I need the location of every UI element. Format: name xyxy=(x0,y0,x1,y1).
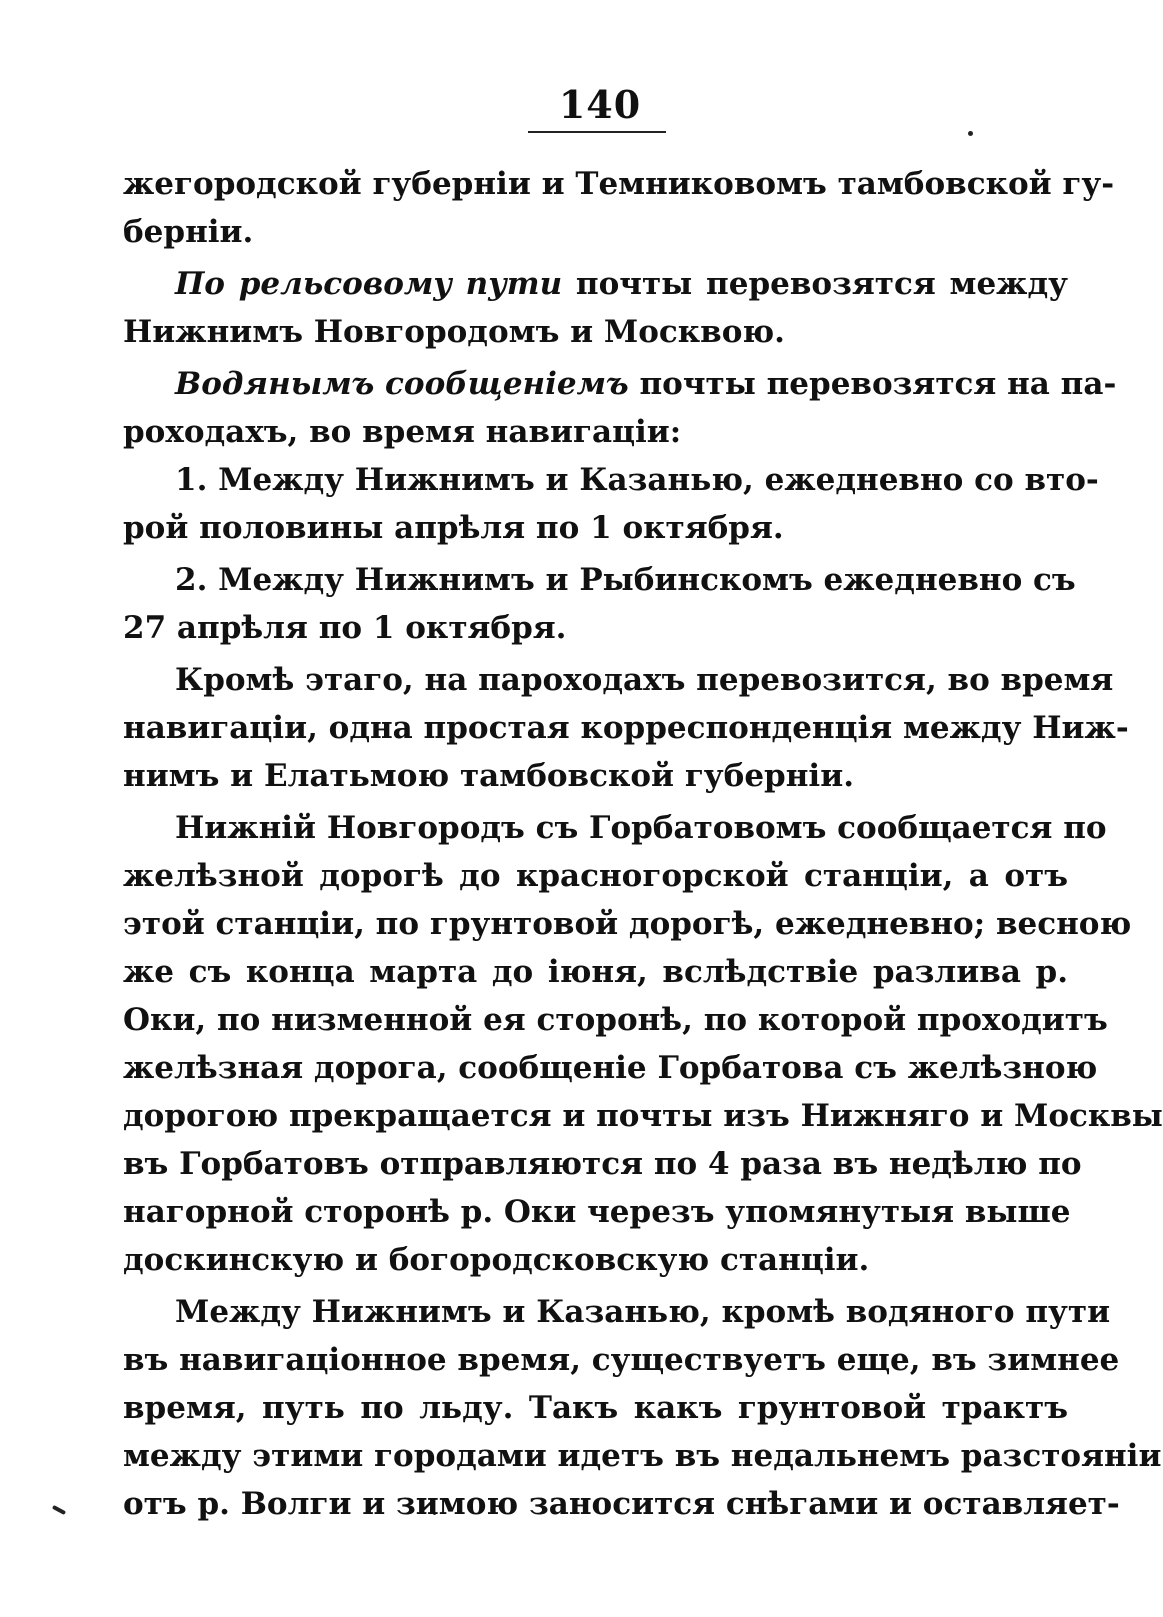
text-line: въ навигаціонное время, существуетъ еще, въ зимнее xyxy=(123,1342,1120,1378)
text-line: жегородской губерніи и Темниковомъ тамбовской гу- xyxy=(123,166,1115,202)
text-line: дорогою прекращается и почты изъ Нижняго и Москвы xyxy=(123,1098,1163,1134)
text-line: 27 апрѣля по 1 октября. xyxy=(123,610,567,646)
italic-phrase-water: Водянымъ сообщеніемъ xyxy=(175,366,629,402)
text-line: между этими городами идетъ въ недальнемъ разстояніи xyxy=(123,1438,1162,1474)
text-line: желѣзная дорога, сообщеніе Горбатова съ желѣзною xyxy=(123,1050,1098,1086)
italic-phrase-rail: По рельсовому пути xyxy=(175,266,563,302)
page-number: 140 xyxy=(558,82,642,127)
rail-text: почты перевозятся между xyxy=(575,266,1068,302)
text-line: время, путь по льду. Такъ какъ грунтовой трактъ xyxy=(123,1390,1068,1426)
text-line: же съ конца марта до іюня, вслѣдствіе разлива р. xyxy=(123,954,1068,990)
text-line: навигаціи, одна простая корреспонденція между Ниж- xyxy=(123,710,1129,746)
water-text: почты перевозятся на па- xyxy=(639,366,1117,402)
text-line: Нижнимъ Новгородомъ и Москвою. xyxy=(123,314,785,350)
body-text xyxy=(123,160,1163,1528)
list-item-2: 2. Между Нижнимъ и Рыбинскомъ ежедневно съ xyxy=(175,562,1076,598)
text-line: нимъ и Елатьмою тамбовской губерніи. xyxy=(123,758,854,794)
text-line: отъ р. Волги и зимою заносится снѣгами и оставляет- xyxy=(123,1486,1120,1522)
page-number-rule xyxy=(528,131,666,133)
text-line: Между Нижнимъ и Казанью, кромѣ водяного пути xyxy=(175,1294,1111,1330)
text-line: Кромѣ этаго, на пароходахъ перевозится, во время xyxy=(175,662,1114,698)
text-line-water-intro xyxy=(123,360,1117,408)
text-line: желѣзной дорогѣ до красногорской станціи, а отъ xyxy=(123,858,1068,894)
text-line-rail-intro xyxy=(123,260,1068,308)
text-line: Нижній Новгородъ съ Горбатовомъ сообщается по xyxy=(175,810,1107,846)
text-line: берніи. xyxy=(123,214,254,250)
text-line: въ Горбатовъ отправляются по 4 раза въ недѣлю по xyxy=(123,1146,1082,1182)
text-line: Оки, по низменной ея сторонѣ, по которой проходитъ xyxy=(123,1002,1108,1038)
text-line: этой станціи, по грунтовой дорогѣ, ежедневно; весною xyxy=(123,906,1132,942)
text-line: доскинскую и богородсковскую станціи. xyxy=(123,1242,870,1278)
text-line: рой половины апрѣля по 1 октября. xyxy=(123,510,784,546)
ink-speck xyxy=(968,131,973,136)
ink-speck xyxy=(52,1505,66,1515)
text-line: нагорной сторонѣ р. Оки черезъ упомянутыя выше xyxy=(123,1194,1071,1230)
list-item-1: 1. Между Нижнимъ и Казанью, ежедневно со вто- xyxy=(175,462,1099,498)
text-line: роходахъ, во время навигаціи: xyxy=(123,414,682,450)
